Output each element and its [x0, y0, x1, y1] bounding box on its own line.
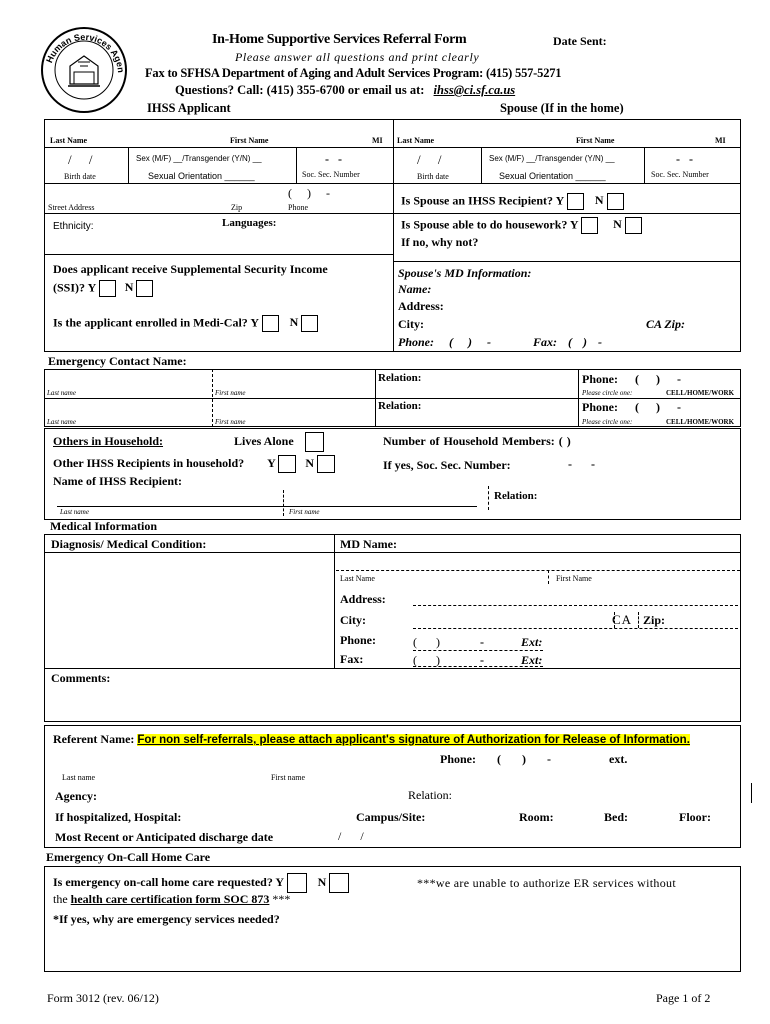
applicant-zip-label: Zip — [231, 203, 243, 212]
ssi-question: Does applicant receive Supplemental Security Income — [53, 262, 328, 276]
spouse-mi-label: MI — [715, 136, 726, 145]
ec2-options[interactable]: CELL/HOME/WORK — [666, 418, 735, 426]
other-recipients-yes-checkbox[interactable] — [278, 455, 296, 473]
ssi-yes-checkbox[interactable] — [99, 280, 116, 297]
md-phone-paren[interactable]: ( ) — [413, 635, 440, 649]
medical-info-title: Medical Information — [50, 519, 157, 533]
referent-hospital: If hospitalized, Hospital: — [55, 810, 182, 824]
applicant-sex-field[interactable]: Sex (M/F) __/Transgender (Y/N) __ — [136, 154, 262, 163]
ec2-last-name: Last name — [47, 418, 76, 426]
referent-relation: Relation: — [408, 788, 452, 802]
md-fax-label: Fax: — [340, 652, 364, 666]
applicant-mi-label: MI — [372, 136, 383, 145]
diagnosis-label: Diagnosis/ Medical Condition: — [51, 537, 207, 551]
fax-line: Fax to SFHSA Department of Aging and Adult Services Program: (415) 557-5271 — [145, 66, 562, 80]
spouse-birth-date-field[interactable]: / / — [417, 152, 442, 167]
ec1-relation: Relation: — [378, 372, 422, 384]
applicant-first-name-label: First Name — [230, 136, 269, 145]
spouse-recipient-no-checkbox[interactable] — [607, 193, 624, 210]
spouse-md-ca-zip: CA Zip: — [646, 317, 686, 331]
applicant-birth-date-field[interactable]: / / — [68, 152, 93, 167]
ec2-circle: Please circle one: — [582, 418, 633, 426]
referent-first-name: First name — [271, 773, 305, 782]
applicant-ethnicity-label: Ethnicity: — [53, 221, 94, 232]
other-recipients-row: Other IHSS Recipients in household? Y N — [53, 455, 335, 473]
referent-floor: Floor: — [679, 810, 711, 824]
spouse-md-fax: Fax: ( ) - — [533, 335, 602, 349]
medical-yes-checkbox[interactable] — [262, 315, 279, 332]
applicant-street-label: Street Address — [48, 203, 95, 212]
er-cert-line: the health care certification form SOC 873 *** — [53, 892, 291, 906]
ec2-first-name: First name — [215, 418, 246, 426]
md-zip-label: Zip: — [643, 613, 666, 627]
spouse-sexual-orientation-field[interactable]: Sexual Orientation ______ — [499, 171, 606, 181]
other-recipients-no-checkbox[interactable] — [317, 455, 335, 473]
recipient-first-name: First name — [289, 508, 320, 516]
spouse-sex-field[interactable]: Sex (M/F) __/Transgender (Y/N) __ — [489, 154, 615, 163]
recipient-last-name: Last name — [60, 508, 89, 516]
referent-room: Room: — [519, 810, 554, 824]
spouse-ssn-field[interactable]: - - — [676, 152, 693, 166]
spouse-recipient-row: Is Spouse an IHSS Recipient? Y N — [401, 193, 624, 210]
ec2-phone: Phone: ( ) - — [582, 400, 681, 414]
ec1-phone: Phone: ( ) - — [582, 372, 681, 386]
release-note: For non self-referrals, please attach applicant's signature of Authorization for Release of Information. — [137, 734, 690, 746]
seal-text: Human Services Agen — [44, 31, 127, 74]
ec2-relation: Relation: — [378, 400, 422, 412]
applicant-ssn-label: Soc. Sec. Number — [302, 170, 360, 179]
name-recipient: Name of IHSS Recipient: — [53, 474, 182, 488]
ec1-last-name: Last name — [47, 389, 76, 397]
spouse-birth-date-label: Birth date — [417, 172, 449, 181]
spouse-md-info: Spouse's MD Information: — [398, 266, 532, 280]
applicant-sexual-orientation-field[interactable]: Sexual Orientation ______ — [148, 171, 255, 181]
md-fax-dash: - — [480, 653, 484, 667]
er-cert-form: health care certification form SOC 873 — [70, 892, 270, 906]
applicant-languages-label: Languages: — [222, 217, 277, 229]
er-question-row: Is emergency on-call home care requested? Y N — [53, 873, 349, 893]
medical-no-checkbox[interactable] — [301, 315, 318, 332]
referent-ext: ext. — [609, 752, 628, 766]
md-fax-ext: Ext: — [521, 653, 543, 667]
spouse-ssn-label: Soc. Sec. Number — [651, 170, 709, 179]
er-note: ***we are unable to authorize ER services without — [417, 876, 676, 890]
applicant-ssn-field[interactable]: - - — [325, 152, 342, 166]
referent-name-row: Referent Name: For non self-referrals, please attach applicant's signature of Authorization for Release of Information. — [53, 732, 690, 746]
referent-phone: Phone: ( ) - — [440, 752, 551, 766]
md-phone-dash: - — [480, 635, 484, 649]
md-ca-label: CA — [612, 612, 633, 627]
referent-discharge: Most Recent or Anticipated discharge date — [55, 830, 274, 844]
spouse-if-no: If no, why not? — [401, 235, 479, 249]
md-first-name-label: First Name — [556, 574, 592, 583]
ec1-options[interactable]: CELL/HOME/WORK — [666, 389, 735, 397]
md-last-name-label: Last Name — [340, 574, 375, 583]
spouse-first-name-label: First Name — [576, 136, 615, 145]
referent-discharge-date[interactable]: / / — [338, 829, 364, 843]
emergency-contact-title: Emergency Contact Name: — [48, 354, 187, 368]
spouse-md-phone: Phone: ( ) - — [398, 335, 491, 349]
lives-alone-checkbox[interactable] — [305, 432, 324, 452]
ec1-first-name: First name — [215, 389, 246, 397]
applicant-header: IHSS Applicant — [147, 101, 231, 115]
spouse-header: Spouse (If in the home) — [500, 101, 624, 115]
md-name-label: MD Name: — [340, 537, 397, 551]
md-address-label: Address: — [340, 592, 386, 606]
spouse-recipient-yes-checkbox[interactable] — [567, 193, 584, 210]
questions-label: Questions? Call: (415) 355-6700 or email us at: — [175, 83, 425, 97]
ssi-yes-row: (SSI)? Y N — [53, 280, 153, 297]
applicant-phone-label: Phone — [288, 203, 308, 212]
md-city-label: City: — [340, 613, 366, 627]
form-title: In-Home Supportive Services Referral Form — [212, 32, 467, 47]
ssi-no-checkbox[interactable] — [136, 280, 153, 297]
md-phone-label: Phone: — [340, 633, 376, 647]
referent-campus: Campus/Site: — [356, 810, 426, 824]
spouse-housework-row: Is Spouse able to do housework? Y N — [401, 217, 642, 234]
agency-seal — [40, 26, 128, 114]
spouse-last-name-label: Last Name — [397, 136, 435, 145]
lives-alone-row: Lives Alone — [234, 432, 324, 452]
form-subtitle: Please answer all questions and print clearly — [235, 50, 480, 64]
spouse-md-city: City: — [398, 317, 424, 331]
referent-agency: Agency: — [55, 789, 97, 803]
page-number: Page 1 of 2 — [656, 991, 711, 1005]
applicant-last-name-label: Last Name — [50, 136, 88, 145]
er-title: Emergency On-Call Home Care — [46, 850, 211, 864]
referent-bed: Bed: — [604, 810, 628, 824]
others-in-household: Others in Household: — [53, 434, 164, 448]
er-yes-checkbox[interactable] — [287, 873, 307, 893]
spouse-housework-no-checkbox[interactable] — [625, 217, 642, 234]
questions-line — [175, 83, 515, 98]
medical-row: Is the applicant enrolled in Medi-Cal? Y N — [53, 315, 318, 332]
spouse-housework-yes-checkbox[interactable] — [581, 217, 598, 234]
spouse-md-address: Address: — [398, 299, 444, 313]
applicant-birth-date-label: Birth date — [64, 172, 96, 181]
comments-label: Comments: — [51, 671, 111, 685]
er-why: *If yes, why are emergency services needed? — [53, 912, 280, 926]
md-fax-paren[interactable]: ( ) — [413, 653, 440, 667]
referent-last-name: Last name — [62, 773, 96, 782]
household-members: Number of Household Members: ( ) — [383, 434, 571, 448]
md-phone-ext: Ext: — [521, 635, 543, 649]
form-number: Form 3012 (rev. 06/12) — [47, 991, 159, 1005]
email-link[interactable]: ihss@ci.sf.ca.us — [433, 83, 516, 97]
date-sent-label: Date Sent: — [553, 34, 607, 48]
applicant-phone-field[interactable]: ( ) - — [288, 186, 330, 200]
if-yes-ssn-dashes[interactable]: - - — [568, 457, 595, 471]
recipient-relation: Relation: — [494, 490, 538, 502]
spouse-md-name: Name: — [398, 282, 432, 296]
er-no-checkbox[interactable] — [329, 873, 349, 893]
ec1-circle: Please circle one: — [582, 389, 633, 397]
if-yes-ssn: If yes, Soc. Sec. Number: — [383, 458, 511, 472]
